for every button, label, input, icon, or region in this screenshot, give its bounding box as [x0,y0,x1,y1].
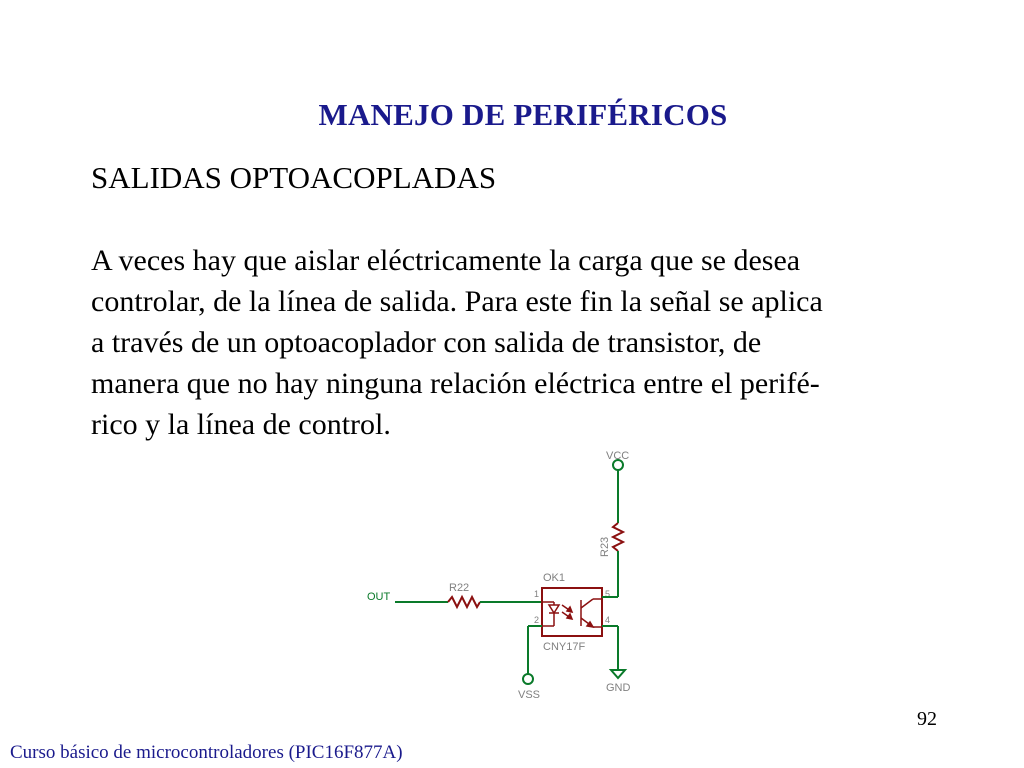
gnd-icon [611,670,625,678]
gnd-label: GND [606,682,631,694]
page-number: 92 [917,708,937,730]
pin-5-label: 5 [605,589,611,599]
body-line: a través de un optoacoplador con salida de transistor, de [91,326,762,359]
r23-label: R23 [599,536,611,557]
slide-subtitle: SALIDAS OPTOACOPLADAS [91,160,497,195]
body-paragraph [91,240,951,445]
footer-course-title: Curso básico de microcontroladores (PIC16F877A) [10,742,403,763]
pin-1-label: 1 [534,589,540,599]
vcc-label: VCC [606,450,630,462]
body-line: manera que no hay ninguna relación eléctrica entre el perifé- [91,367,820,400]
led-icon [542,602,559,626]
phototransistor-icon [581,599,602,627]
r22-label: R22 [449,582,470,594]
pin-4-label: 4 [605,615,611,625]
light-arrows-icon [562,605,572,619]
ok1-label: OK1 [543,572,566,584]
part-label: CNY17F [543,641,586,653]
r22-resistor-icon [448,597,480,607]
vss-label: VSS [518,689,541,701]
slide-title: MANEJO DE PERIFÉRICOS [318,97,728,132]
body-line: controlar, de la línea de salida. Para este fin la señal se aplica [91,285,823,318]
r23-resistor-icon [613,523,623,551]
out-label: OUT [367,591,391,603]
body-line: A veces hay que aislar eléctricamente la carga que se desea [91,244,801,277]
pin-2-label: 2 [534,615,540,625]
vss-terminal-icon [523,674,533,684]
body-line: rico y la línea de control. [91,408,391,441]
optocoupler-schematic [350,445,670,705]
